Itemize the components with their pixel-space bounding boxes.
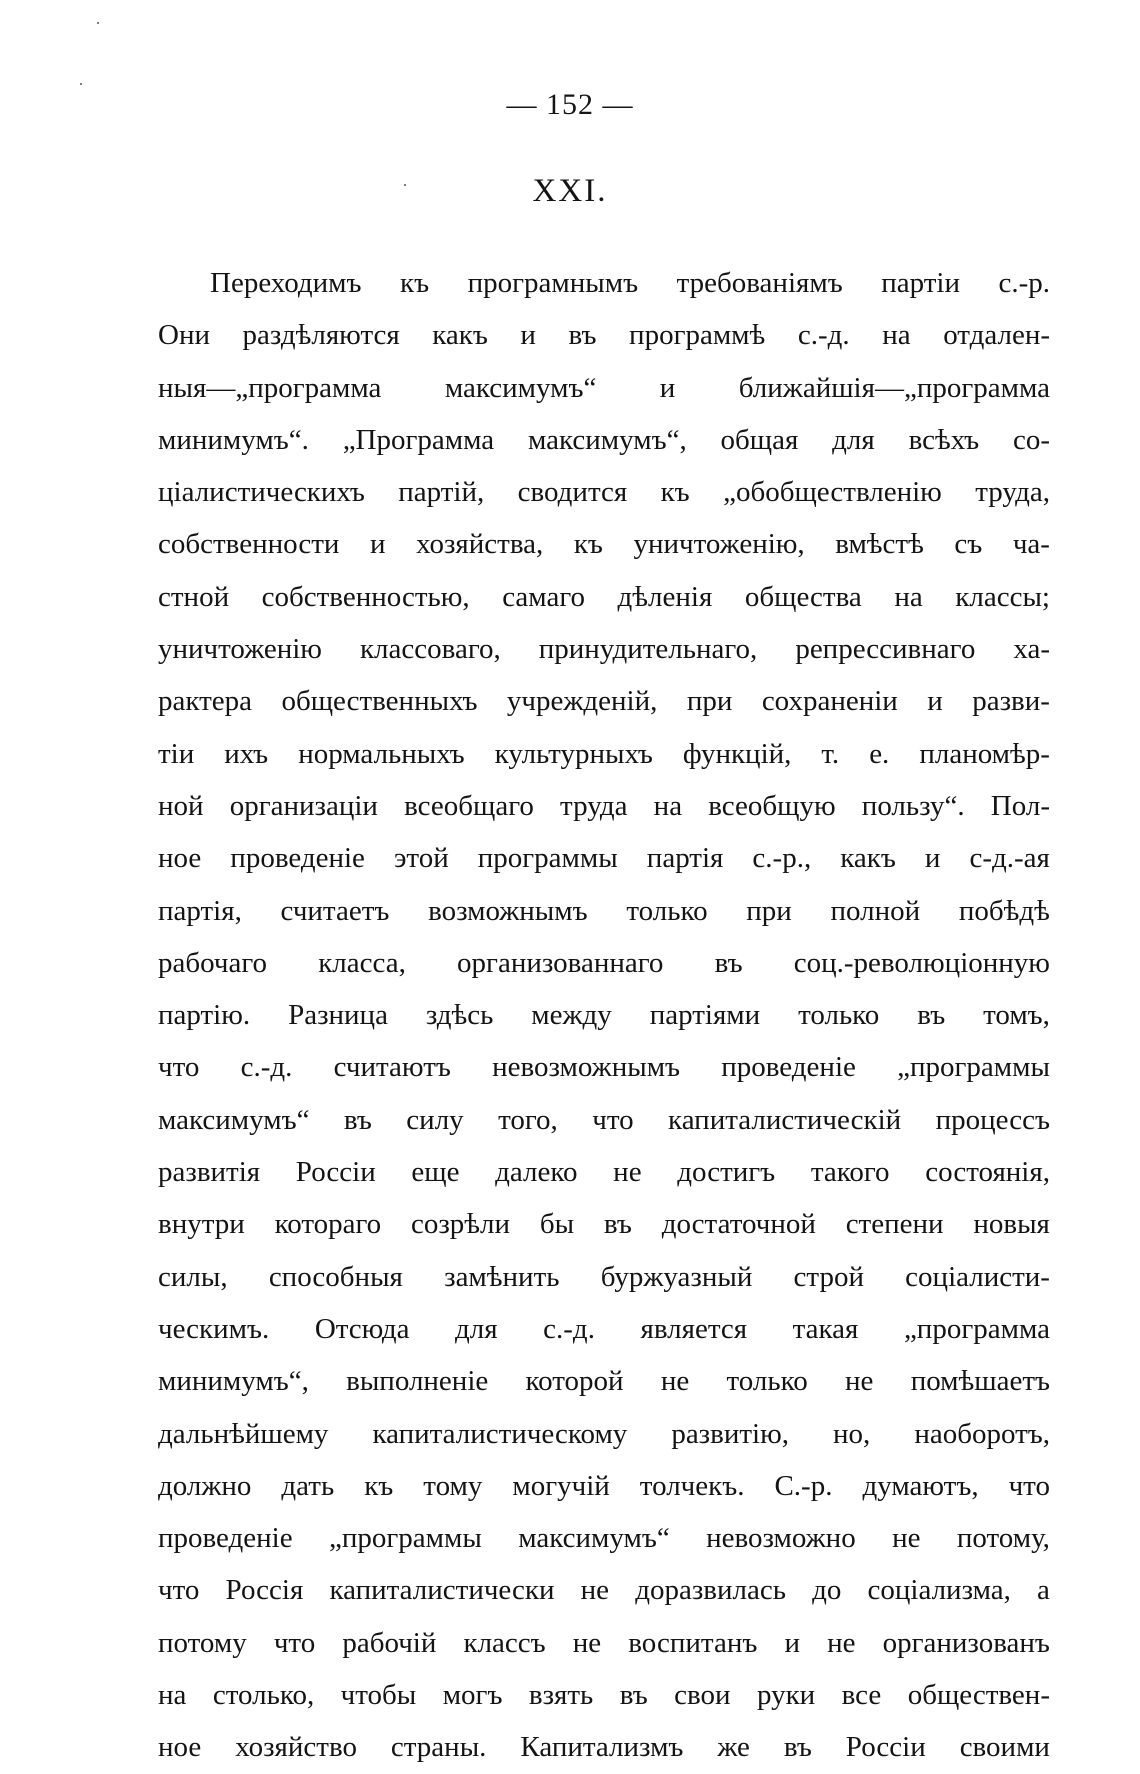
text-word: всеобщаго: [404, 789, 534, 822]
text-word: максимумъ“: [444, 371, 597, 404]
text-word: организаціи: [229, 789, 378, 822]
text-line: [158, 1094, 1050, 1146]
text-word: ческимъ.: [158, 1312, 270, 1345]
text-word: програмнымъ: [467, 267, 639, 299]
text-line: [158, 1251, 1050, 1303]
text-word: с.-д.: [240, 1051, 293, 1084]
text-word: при: [746, 894, 792, 927]
text-word: степени: [845, 1208, 944, 1241]
text-word: класса,: [318, 946, 406, 979]
text-word: къ: [660, 476, 690, 509]
text-word: выполненіе: [346, 1365, 489, 1398]
text-word: минимумъ“,: [158, 1365, 309, 1398]
text-word: котораго: [274, 1208, 382, 1241]
text-word: потому: [158, 1626, 247, 1659]
text-word: партіями: [649, 999, 761, 1032]
text-word: въ: [714, 946, 743, 979]
text-word: все: [841, 1679, 882, 1712]
text-word: невозможно: [706, 1522, 856, 1555]
text-word: же: [717, 1731, 750, 1764]
text-word: со-: [1012, 423, 1050, 456]
text-word: на: [894, 580, 923, 613]
text-word: Пол-: [990, 789, 1050, 822]
text-word: собственности: [158, 528, 340, 561]
text-word: учрежденій,: [506, 685, 658, 718]
text-word: въ: [619, 1679, 648, 1712]
text-word: капиталистически: [329, 1574, 555, 1607]
text-line: [158, 728, 1050, 780]
text-word: и: [924, 842, 941, 875]
text-line: [158, 832, 1050, 884]
text-word: принудительнаго,: [538, 633, 758, 666]
text-word: максимумъ“,: [527, 423, 687, 456]
text-line: [158, 414, 1050, 466]
text-word: страны.: [390, 1731, 487, 1764]
text-line: [158, 1041, 1050, 1093]
text-word: въ: [568, 319, 597, 352]
text-word: ча-: [1012, 528, 1050, 561]
text-word: максимумъ“: [518, 1522, 670, 1555]
text-word: чтобы: [340, 1679, 417, 1712]
text-word: „обобществленію: [723, 476, 942, 509]
text-word: тіи: [158, 737, 195, 770]
text-word: программѣ: [629, 319, 766, 352]
text-word: достигъ: [677, 1156, 776, 1189]
text-word: соціализма,: [867, 1574, 1011, 1607]
text-word: въ: [783, 1731, 812, 1764]
text-word: „программы: [328, 1522, 482, 1555]
text-word: с.-д.: [543, 1312, 595, 1345]
text-word: развитію,: [671, 1417, 789, 1450]
text-word: является: [640, 1312, 748, 1345]
text-word: всѣхъ: [908, 423, 980, 456]
text-word: труда,: [975, 476, 1050, 509]
scan-speck: [404, 184, 406, 186]
text-word: что: [158, 1051, 200, 1084]
text-word: Они: [158, 319, 210, 352]
text-word: вмѣстѣ: [835, 528, 924, 561]
text-line: [158, 1355, 1050, 1407]
text-word: пользу“.: [861, 789, 965, 822]
text-word: бы: [539, 1208, 575, 1241]
text-word: и: [784, 1626, 800, 1659]
text-word: ціалистическихъ: [158, 476, 365, 509]
text-line: [158, 1146, 1050, 1198]
text-word: состоянія,: [925, 1156, 1050, 1189]
text-word: въ: [343, 1103, 372, 1136]
text-word: с.-р.,: [752, 842, 812, 875]
text-line: [158, 1564, 1050, 1616]
text-word: невозможнымъ: [492, 1051, 681, 1084]
text-word: нормальныхъ: [298, 737, 465, 770]
text-word: на: [882, 319, 911, 352]
text-word: далеко: [495, 1156, 578, 1189]
text-line: [158, 1617, 1050, 1669]
text-word: классъ: [463, 1626, 546, 1659]
text-word: рабочаго: [158, 946, 268, 979]
text-word: хозяйство: [235, 1731, 357, 1764]
text-word: и: [520, 319, 536, 352]
text-word: ной: [158, 789, 204, 822]
text-word: соц.-революціонную: [793, 946, 1050, 979]
text-word: силу: [406, 1103, 464, 1136]
text-word: столько,: [212, 1679, 315, 1712]
text-word: общественныхъ: [281, 685, 478, 718]
text-line: [158, 571, 1050, 623]
text-word: не: [845, 1365, 874, 1398]
text-word: доразвилась: [635, 1574, 786, 1607]
text-word: разви-: [972, 685, 1050, 718]
text-word: что: [158, 1574, 200, 1607]
text-word: воспитанъ: [628, 1626, 758, 1659]
text-word: замѣнить: [444, 1260, 560, 1293]
text-word: проведеніе: [721, 1051, 856, 1084]
text-word: полной: [830, 894, 921, 927]
text-line: [158, 1460, 1050, 1512]
text-word: на: [158, 1679, 187, 1712]
text-word: развитія: [158, 1156, 261, 1189]
text-word: общества: [744, 580, 862, 613]
text-line: [158, 885, 1050, 937]
text-word: обществен-: [907, 1679, 1050, 1712]
text-word: самаго: [502, 580, 585, 613]
text-word: сохраненіи: [761, 685, 898, 718]
text-word: тому: [423, 1469, 483, 1502]
text-word: считаютъ: [333, 1051, 451, 1084]
text-word: партій,: [398, 476, 485, 509]
text-word: не: [827, 1626, 856, 1659]
text-word: Россіи: [845, 1731, 926, 1764]
text-word: и: [369, 528, 386, 561]
page-number: — 152 —: [506, 88, 634, 121]
text-word: общая: [720, 423, 799, 456]
text-word: руки: [756, 1679, 816, 1712]
text-word: что: [273, 1626, 316, 1659]
text-line: [158, 466, 1050, 518]
text-word: собственностью,: [261, 580, 470, 613]
text-word: классы;: [955, 580, 1050, 613]
text-word: культурныхъ: [494, 737, 653, 770]
text-word: строй: [793, 1260, 864, 1293]
text-word: въ: [603, 1208, 632, 1241]
text-word: процессъ: [935, 1103, 1050, 1136]
text-word: не: [892, 1522, 921, 1555]
text-word: ное: [158, 1731, 202, 1764]
body-text: [158, 257, 1050, 1774]
text-word: только: [798, 999, 880, 1032]
text-word: ближайшія—„программа: [738, 371, 1050, 404]
text-word: всеобщую: [708, 789, 836, 822]
text-word: дѣленія: [617, 580, 713, 613]
text-word: проведеніе: [158, 1522, 293, 1555]
text-word: ное: [158, 842, 202, 875]
text-word: способныя: [268, 1260, 403, 1293]
text-word: съ: [954, 528, 983, 561]
text-word: С.-р.: [774, 1469, 833, 1502]
text-word: къ: [573, 528, 603, 561]
scan-speck: [80, 83, 82, 85]
text-word: партію.: [158, 999, 251, 1032]
text-word: и: [927, 685, 943, 718]
text-word: думаютъ,: [862, 1469, 979, 1502]
text-word: новыя: [973, 1208, 1050, 1241]
text-line: [158, 989, 1050, 1041]
text-word: потому,: [956, 1522, 1050, 1555]
text-word: еще: [411, 1156, 460, 1189]
text-line: [158, 675, 1050, 727]
text-word: е.: [869, 737, 890, 770]
text-word: какъ: [432, 319, 488, 352]
text-word: „Программа: [342, 423, 495, 456]
text-word: наоборотъ,: [914, 1417, 1050, 1450]
text-word: могъ: [442, 1679, 503, 1712]
text-word: такая: [792, 1312, 859, 1345]
text-word: максимумъ“: [158, 1103, 310, 1136]
text-word: минимумъ“.: [158, 423, 309, 456]
text-line: [158, 1721, 1050, 1773]
text-word: с-д.-ая: [969, 842, 1050, 875]
text-word: раздѣляются: [242, 319, 400, 352]
text-word: партія: [646, 842, 724, 875]
text-word: требованіямъ: [676, 267, 843, 299]
text-word: рактера: [158, 685, 252, 718]
text-word: классоваго,: [359, 633, 501, 666]
text-line: [158, 780, 1050, 832]
text-word: а: [1037, 1574, 1050, 1607]
text-word: только: [626, 894, 708, 927]
scan-speck: [97, 22, 99, 24]
text-word: отдален-: [943, 319, 1050, 352]
text-word: томъ,: [983, 999, 1050, 1032]
text-word: при: [686, 685, 733, 718]
text-word: своими: [959, 1731, 1050, 1764]
text-word: силы,: [158, 1260, 228, 1293]
text-word: т.: [821, 737, 840, 770]
text-word: Капитализмъ: [520, 1731, 684, 1764]
text-line: [158, 257, 1050, 309]
text-word: с.-д.: [797, 319, 850, 352]
text-word: того,: [498, 1103, 558, 1136]
text-word: къ: [400, 267, 430, 299]
text-word: созрѣли: [410, 1208, 511, 1241]
text-word: стной: [158, 580, 230, 613]
text-word: капиталистическому: [372, 1417, 628, 1450]
text-word: свои: [674, 1679, 731, 1712]
text-word: организованъ: [882, 1626, 1050, 1659]
text-word: въ: [917, 999, 946, 1032]
text-word: хозяйства,: [416, 528, 544, 561]
text-word: до: [812, 1574, 842, 1607]
chapter-heading: XXI.: [532, 173, 608, 209]
text-word: возможнымъ: [428, 894, 588, 927]
text-word: ихъ: [224, 737, 269, 770]
text-word: не: [660, 1365, 690, 1398]
text-word: ха-: [1013, 633, 1050, 666]
text-line: [158, 518, 1050, 570]
text-word: которой: [525, 1365, 624, 1398]
text-word: уничтоженію,: [633, 528, 805, 561]
text-word: на: [653, 789, 683, 822]
text-word: сводится: [517, 476, 628, 509]
text-line: [158, 1408, 1050, 1460]
text-word: планомѣр-: [919, 737, 1050, 770]
text-word: проведеніе: [230, 842, 365, 875]
text-word: что: [592, 1103, 634, 1136]
text-word: здѣсь: [425, 999, 494, 1032]
text-word: внутри: [158, 1208, 245, 1241]
text-word: такого: [810, 1156, 890, 1189]
text-word: „программа: [903, 1312, 1050, 1345]
text-word: для: [832, 423, 875, 456]
text-word: дальнѣйшему: [158, 1417, 329, 1450]
text-word: могучій: [512, 1469, 610, 1502]
text-word: функцій,: [682, 737, 792, 770]
text-word: достаточной: [661, 1208, 816, 1241]
text-word: соціалисти-: [905, 1260, 1050, 1293]
text-word: капиталистическій: [668, 1103, 902, 1136]
text-word: но,: [833, 1417, 871, 1450]
text-word: буржуазный: [600, 1260, 753, 1293]
text-word: какъ: [840, 842, 896, 875]
text-word: организованнаго: [457, 946, 664, 979]
text-word: ныя—„программа: [158, 371, 382, 404]
text-line: [158, 309, 1050, 361]
text-word: побѣдѣ: [958, 894, 1050, 927]
text-line: [158, 623, 1050, 675]
text-line: [158, 1669, 1050, 1721]
text-word: не: [580, 1574, 610, 1607]
text-word: помѣшаетъ: [910, 1365, 1050, 1398]
text-word: и: [659, 371, 676, 404]
text-word: рабочій: [342, 1626, 437, 1659]
text-word: Переходимъ: [210, 267, 362, 299]
text-word: этой: [393, 842, 449, 875]
text-line: [158, 362, 1050, 414]
text-word: что: [1008, 1469, 1050, 1502]
text-word: взять: [528, 1679, 594, 1712]
text-word: с.-р.: [998, 267, 1050, 299]
text-word: дать: [281, 1469, 335, 1502]
text-word: не: [613, 1156, 642, 1189]
text-word: труда: [560, 789, 628, 822]
text-word: считаетъ: [280, 894, 390, 927]
text-word: только: [726, 1365, 808, 1398]
text-word: Отсюда: [314, 1312, 410, 1345]
text-word: къ: [364, 1469, 394, 1502]
text-word: не: [572, 1626, 602, 1659]
text-word: Россіи: [295, 1156, 376, 1189]
text-line: [158, 937, 1050, 989]
text-word: „программы: [897, 1051, 1050, 1084]
text-word: партія,: [158, 894, 242, 927]
text-word: между: [531, 999, 612, 1032]
text-word: репрессивнаго: [795, 633, 976, 666]
text-word: Разница: [288, 999, 388, 1032]
text-word: уничтоженію: [158, 633, 322, 666]
text-word: Россія: [225, 1574, 304, 1607]
text-word: партіи: [881, 267, 960, 299]
text-line: [158, 1512, 1050, 1564]
text-word: должно: [158, 1469, 252, 1502]
text-word: толчекъ.: [639, 1469, 745, 1502]
text-line: [158, 1198, 1050, 1250]
text-word: для: [455, 1312, 498, 1345]
text-line: [158, 1303, 1050, 1355]
text-word: программы: [477, 842, 618, 875]
